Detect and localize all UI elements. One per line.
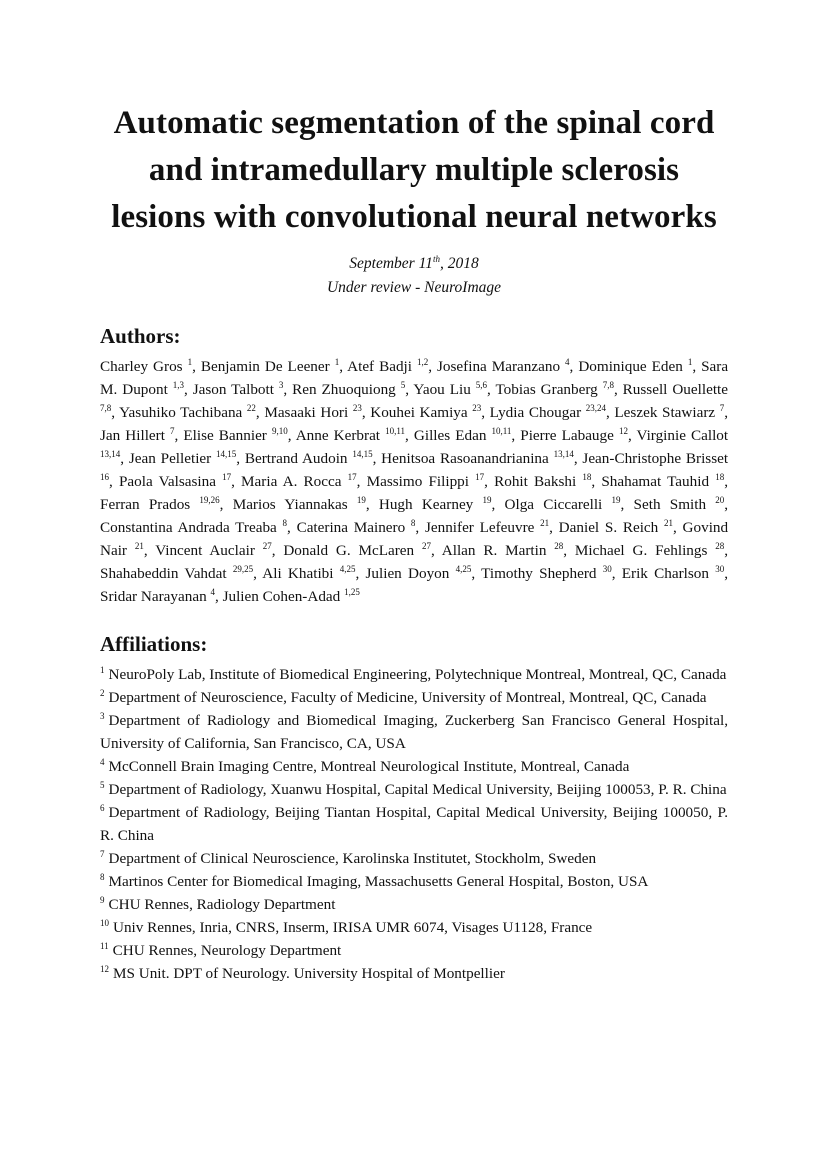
authors-heading: Authors:	[100, 324, 181, 349]
affiliation-item	[100, 962, 728, 985]
author-affiliation-ref: 23	[472, 403, 482, 414]
author-name: Sara M. Dupont	[100, 358, 729, 399]
affiliation-number: 9	[100, 895, 105, 906]
author-affiliation-ref: 18	[582, 472, 592, 483]
author-name: Shahabeddin Vahdat	[100, 565, 227, 583]
author-name: Govind Nair	[100, 519, 729, 560]
affiliation-number: 1	[100, 665, 105, 676]
affiliation-list	[100, 663, 728, 985]
author-affiliation-ref: 8	[282, 518, 288, 529]
author-name: Masaaki Hori	[264, 404, 349, 422]
author-name: Charley Gros	[100, 358, 183, 376]
affiliation-item	[100, 709, 728, 755]
author-affiliation-ref: 5	[400, 380, 406, 391]
affiliation-text: McConnell Brain Imaging Centre, Montreal Neurological Institute, Montreal, Canada	[108, 758, 630, 776]
author-affiliation-ref: 10,11	[385, 426, 406, 437]
author-name: Constantina Andrada Treaba	[100, 519, 277, 537]
author-name: Yaou Liu	[413, 381, 471, 399]
author-name: Atef Badji	[347, 358, 412, 376]
paper-meta	[100, 247, 728, 300]
author-name: Ferran Prados	[100, 496, 191, 514]
author-name: Jean-Christophe Brisset	[582, 450, 729, 468]
affiliation-number: 2	[100, 688, 105, 699]
author-name: Seth Smith	[633, 496, 707, 514]
author-name: Henitsoa Rasoanandrianina	[381, 450, 549, 468]
author-name: Yasuhiko Tachibana	[119, 404, 243, 422]
author-name: Marios Yiannakas	[232, 496, 348, 514]
affiliation-item	[100, 893, 728, 916]
affiliation-number: 4	[100, 757, 105, 768]
author-affiliation-ref: 19	[356, 495, 366, 506]
author-affiliation-ref: 8	[410, 518, 416, 529]
author-name: Russell Ouellette	[622, 381, 728, 399]
affiliation-text: NeuroPoly Lab, Institute of Biomedical Engineering, Polytechnique Montreal, Montreal, QC, Canada	[108, 666, 727, 684]
affiliation-item	[100, 778, 728, 801]
author-name: Pierre Labauge	[520, 427, 614, 445]
author-affiliation-ref: 7	[170, 426, 175, 437]
author-name: Massimo Filippi	[366, 473, 469, 491]
author-affiliation-ref: 4	[565, 357, 570, 368]
affiliation-item	[100, 801, 728, 847]
author-affiliation-ref: 4	[210, 587, 215, 598]
author-affiliation-ref: 30	[715, 564, 725, 575]
author-name: Dominique Eden	[578, 358, 683, 376]
author-affiliation-ref: 30	[602, 564, 612, 575]
author-name: Vincent Auclair	[155, 542, 255, 560]
affiliation-item	[100, 916, 728, 939]
author-affiliation-ref: 1	[687, 357, 693, 368]
affiliation-number: 7	[100, 849, 105, 860]
affiliation-text: MS Unit. DPT of Neurology. University Hospital of Montpellier	[113, 965, 505, 983]
author-name: Shahamat Tauhid	[601, 473, 710, 491]
author-affiliation-ref: 21	[540, 518, 550, 529]
author-name: Kouhei Kamiya	[370, 404, 468, 422]
author-name: Jan Hillert	[100, 427, 165, 445]
affiliation-number: 10	[100, 918, 109, 929]
affiliations-heading: Affiliations:	[100, 632, 208, 657]
affiliation-text: Martinos Center for Biomedical Imaging, Massachusetts General Hospital, Boston, USA	[108, 873, 649, 891]
author-name: Jason Talbott	[192, 381, 274, 399]
author-name: Tobias Granberg	[495, 381, 598, 399]
author-name: Allan R. Martin	[441, 542, 547, 560]
author-name: Jean Pelletier	[128, 450, 212, 468]
date-year: , 2018	[439, 255, 479, 273]
author-affiliation-ref: 22	[246, 403, 256, 414]
author-name: Virginie Callot	[636, 427, 729, 445]
author-affiliation-ref: 10,11	[491, 426, 512, 437]
author-affiliation-ref: 1,25	[344, 587, 360, 598]
author-name: Sridar Narayanan	[100, 588, 207, 606]
author-affiliation-ref: 17	[347, 472, 357, 483]
date-text: September 11	[349, 255, 433, 273]
author-name: Ali Khatibi	[262, 565, 334, 583]
affiliation-text: Univ Rennes, Inria, CNRS, Inserm, IRISA UMR 6074, Visages U1128, France	[113, 919, 593, 937]
author-name: Donald G. McLaren	[283, 542, 415, 560]
author-affiliation-ref: 9,10	[271, 426, 288, 437]
author-affiliation-ref: 28	[554, 541, 564, 552]
author-name: Michael G. Fehlings	[574, 542, 708, 560]
author-affiliation-ref: 18	[715, 472, 725, 483]
author-name: Paola Valsasina	[118, 473, 216, 491]
author-affiliation-ref: 23	[352, 403, 362, 414]
affiliation-number: 3	[100, 711, 105, 722]
affiliation-text: Department of Clinical Neuroscience, Karolinska Institutet, Stockholm, Sweden	[108, 850, 597, 868]
author-affiliation-ref: 4,25	[339, 564, 356, 575]
affiliation-text: Department of Radiology, Beijing Tiantan Hospital, Capital Medical University, Beijing 100050, P. R. China	[100, 804, 728, 845]
author-name: Julien Doyon	[365, 565, 450, 583]
author-affiliation-ref: 4,25	[455, 564, 472, 575]
affiliation-number: 12	[100, 964, 109, 975]
author-affiliation-ref: 7,8	[100, 403, 112, 414]
affiliation-item	[100, 755, 728, 778]
paper-title: Automatic segmentation of the spinal cord and intramedullary multiple sclerosis lesions with convolutional neural networks	[111, 105, 717, 235]
author-affiliation-ref: 1	[187, 357, 193, 368]
author-affiliation-ref: 20	[715, 495, 725, 506]
author-affiliation-ref: 12	[618, 426, 628, 437]
author-list: Charley Gros $^1$, Benjamin De Leener $^1$, Atef Badji $^{1,2}$, Josefina Maranzano $^4$, Dominique Eden $^1$, Sara M. Dupont $^{1,3}$, Jason Talbott $^3$, Ren Zhuoquiong $^5$, Yaou Liu $^{5,6}$, Tobias Granberg $^{7,8}$, Russell Ouellette $^{7,8}$, Yasuhiko Tachibana $^{22}$, Masaaki Hori $^{23}$, Kouhei Kamiya $^{23}$, Lydia Chougar $^{23,24}$, Leszek Stawiarz $^7$, Jan Hillert $^7$, Elise Bannier $^{9,10}$, Anne Kerbrat $^{10,11}$, Gilles Edan $^{10,11}$, Pierre Labauge $^{12}$, Virginie Callot $^{13,14}$, Jean Pelletier $^{14,15}$, Bertrand Audoin $^{14,15}$, Henitsoa Rasoanandrianina $^{13,14}$, Jean-Christophe Brisset $^{16}$, Paola Valsasina $^{17}$, Maria A. Rocca $^{17}$, Massimo Filippi $^{17}$, Rohit Bakshi $^{18}$, Shahamat Tauhid $^{18}$, Ferran Prados $^{19,26}$, Marios Yiannakas $^{19}$, Hugh Kearney $^{19}$, Olga Ciccarelli $^{19}$, Seth Smith $^{20}$, Constantina Andrada Treaba $^8$, Caterina Mainero $^8$, Jennifer Lefeuvre $^{21}$, Daniel S. Reich $^{21}$, Govind Nair $^{21}$, Vincent Auclair $^{27}$, Donald G. McLaren $^{27}$, Allan R. Martin $^{28}$, Michael G. Fehlings $^{28}$, Shahabeddin Vahdat $^{29,25}$, Ali Khatibi $^{4,25}$, Julien Doyon $^{4,25}$, Timothy Shepherd $^{30}$, Erik Charlson $^{30}$, Sridar Narayanan $^4$, Julien Cohen-Adad $^{1,25}$	[100, 357, 729, 606]
author-affiliation-ref: 19,26	[199, 495, 220, 506]
author-affiliation-ref: 27	[421, 541, 431, 552]
affiliation-number: 6	[100, 803, 105, 814]
author-name: Gilles Edan	[413, 427, 487, 445]
author-affiliation-ref: 19	[611, 495, 621, 506]
paper-date	[100, 247, 728, 276]
author-affiliation-ref: 13,14	[553, 449, 574, 460]
author-name: Lydia Chougar	[489, 404, 582, 422]
affiliation-number: 5	[100, 780, 105, 791]
affiliation-item	[100, 939, 728, 962]
author-affiliation-ref: 17	[475, 472, 485, 483]
author-affiliation-ref: 17	[222, 472, 232, 483]
affiliation-number: 8	[100, 872, 105, 883]
author-affiliation-ref: 21	[134, 541, 144, 552]
author-name: Daniel S. Reich	[558, 519, 659, 537]
author-affiliation-ref: 14,15	[216, 449, 237, 460]
author-affiliation-ref: 28	[715, 541, 725, 552]
author-affiliation-ref: 23,24	[585, 403, 606, 414]
date-suffix: th	[432, 254, 440, 264]
author-name: Rohit Bakshi	[494, 473, 577, 491]
author-name: Josefina Maranzano	[437, 358, 561, 376]
author-name: Caterina Mainero	[296, 519, 406, 537]
author-name: Hugh Kearney	[378, 496, 474, 514]
author-affiliation-ref: 14,15	[352, 449, 373, 460]
author-affiliation-ref: 19	[482, 495, 492, 506]
review-status: Under review - NeuroImage	[326, 279, 502, 297]
author-affiliation-ref: 3	[278, 380, 284, 391]
author-name: Jennifer Lefeuvre	[424, 519, 535, 537]
author-name: Elise Bannier	[183, 427, 267, 445]
affiliation-text: Department of Radiology and Biomedical Imaging, Zuckerberg San Francisco General Hospital, University of California, San Francisco, CA, USA	[100, 712, 728, 753]
author-name: Timothy Shepherd	[481, 565, 597, 583]
author-name: Julien Cohen-Adad	[222, 588, 341, 606]
author-name: Olga Ciccarelli	[504, 496, 603, 514]
affiliation-item	[100, 686, 728, 709]
author-affiliation-ref: 7	[719, 403, 725, 414]
author-affiliation-ref: 29,25	[232, 564, 254, 575]
author-name: Benjamin De Leener	[200, 358, 330, 376]
author-name: Erik Charlson	[621, 565, 709, 583]
author-affiliation-ref: 21	[664, 518, 674, 529]
author-name: Maria A. Rocca	[241, 473, 342, 491]
paper-page	[100, 100, 728, 985]
affiliation-text: CHU Rennes, Radiology Department	[108, 896, 336, 914]
affiliation-item	[100, 870, 728, 893]
author-affiliation-ref: 5,6	[475, 380, 487, 391]
affiliation-text: Department of Neuroscience, Faculty of Medicine, University of Montreal, Montreal, QC, Canada	[108, 689, 707, 707]
affiliation-item	[100, 663, 728, 686]
author-name: Leszek Stawiarz	[614, 404, 716, 422]
author-affiliation-ref: 7,8	[602, 380, 614, 391]
affiliation-number: 11	[100, 941, 109, 952]
affiliation-item	[100, 847, 728, 870]
author-affiliation-ref: 1,3	[172, 380, 184, 391]
author-name: Ren Zhuoquiong	[292, 381, 396, 399]
author-affiliation-ref: 16	[100, 472, 109, 483]
author-affiliation-ref: 1	[334, 357, 340, 368]
author-affiliation-ref: 27	[262, 541, 272, 552]
author-name: Bertrand Audoin	[244, 450, 348, 468]
affiliation-text: CHU Rennes, Neurology Department	[112, 942, 342, 960]
author-affiliation-ref: 1,2	[416, 357, 429, 368]
author-name: Anne Kerbrat	[295, 427, 381, 445]
author-affiliation-ref: 13,14	[100, 449, 121, 460]
affiliation-text: Department of Radiology, Xuanwu Hospital, Capital Medical University, Beijing 100053, P. R. China	[108, 781, 727, 799]
